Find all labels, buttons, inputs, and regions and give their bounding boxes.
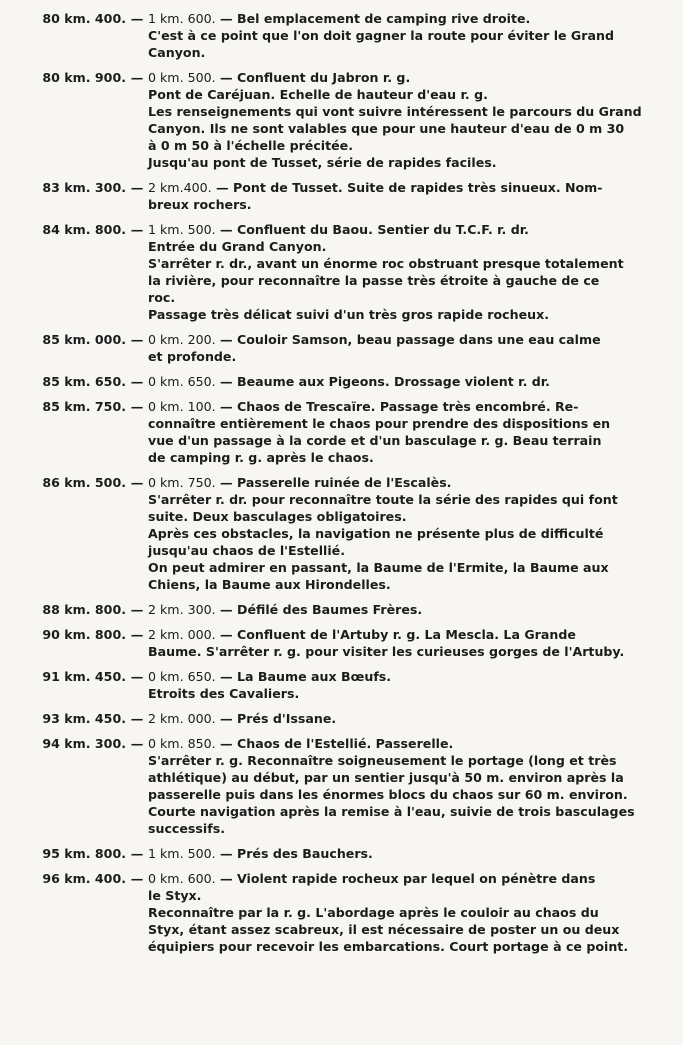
entry-text-line: suite. Deux basculages obligatoires. xyxy=(148,509,407,524)
entry-text-line: C'est à ce point que l'on doit gagner la route pour éviter le Grand xyxy=(148,28,614,43)
entry-heading-text: — Couloir Samson, beau passage dans une eau calme xyxy=(220,332,601,347)
entry-description xyxy=(148,601,653,618)
entry-text-line: Canyon. Ils ne sont valables que pour une hauteur d'eau de 0 m 30 xyxy=(148,121,625,136)
distance-value: 0 km. 650. xyxy=(148,374,216,389)
kilometer-marker: 96 km. 400. xyxy=(42,871,126,886)
distance-value: 1 km. 600. xyxy=(148,11,216,26)
kilometer-marker: 93 km. 450. xyxy=(42,711,126,726)
separator-dash: — xyxy=(130,180,144,195)
distance-value: 0 km. 850. xyxy=(148,736,216,751)
entry-text-line: Canyon. xyxy=(148,45,206,60)
entry-text-line: Entrée du Grand Canyon. xyxy=(148,239,327,254)
entry-heading-line xyxy=(148,10,653,27)
kilometer-marker: 84 km. 800. xyxy=(42,222,126,237)
entry-text-line: On peut admirer en passant, la Baume de l'Ermite, la Baume aux xyxy=(148,560,609,575)
entry-text-line: Reconnaître par la r. g. L'abordage après le couloir au chaos du xyxy=(148,905,599,920)
kilometer-marker: 95 km. 800. xyxy=(42,846,126,861)
separator-dash: — xyxy=(130,669,144,684)
entry-text-line: Courte navigation après la remise à l'eau, suivie de trois basculages xyxy=(148,804,635,819)
kilometer-marker: 91 km. 450. xyxy=(42,669,126,684)
entry-text-line: de camping r. g. après le chaos. xyxy=(148,450,374,465)
entry-heading-line xyxy=(148,870,653,887)
entry-text-line: jusqu'au chaos de l'Estellié. xyxy=(148,543,345,558)
entry-heading-text: — Chaos de Trescaïre. Passage très encombré. Re- xyxy=(220,399,579,414)
entry-text-line: Pont de Caréjuan. Echelle de hauteur d'eau r. g. xyxy=(148,87,488,102)
entry-description xyxy=(148,221,653,323)
kilometer-marker: 88 km. 800. xyxy=(42,602,126,617)
itinerary-entry xyxy=(18,10,653,61)
distance-value: 2 km. 000. xyxy=(148,627,216,642)
entry-heading-line xyxy=(148,601,653,618)
kilometer-marker: 85 km. 000. xyxy=(42,332,126,347)
entry-heading-text: — Défilé des Baumes Frères. xyxy=(220,602,423,617)
itinerary-entry xyxy=(18,710,653,727)
entry-heading-line xyxy=(148,398,653,415)
entry-heading-line xyxy=(148,69,653,86)
entry-text-line: passerelle puis dans les énormes blocs du chaos sur 60 m. environ. xyxy=(148,787,628,802)
entry-text-line: équipiers pour recevoir les embarcations. Court portage à ce point. xyxy=(148,939,629,954)
entry-heading-line xyxy=(148,474,653,491)
itinerary-entry xyxy=(18,373,653,390)
distance-value: 1 km. 500. xyxy=(148,846,216,861)
separator-dash: — xyxy=(130,399,144,414)
distance-value: 2 km. 300. xyxy=(148,602,216,617)
itinerary-entry xyxy=(18,474,653,593)
distance-value: 0 km. 200. xyxy=(148,332,216,347)
kilometer-marker: 85 km. 650. xyxy=(42,374,126,389)
entry-text-line: et profonde. xyxy=(148,349,237,364)
entry-heading-line xyxy=(148,373,653,390)
entry-text-line: à 0 m 50 à l'échelle précitée. xyxy=(148,138,354,153)
entry-text-line: Après ces obstacles, la navigation ne présente plus de difficulté xyxy=(148,526,604,541)
distance-value: 0 km. 650. xyxy=(148,669,216,684)
entry-description xyxy=(148,668,653,702)
entry-description xyxy=(148,69,653,171)
separator-dash: — xyxy=(130,846,144,861)
entry-heading-text: — Violent rapide rocheux par lequel on pénètre dans xyxy=(220,871,596,886)
entry-heading-line xyxy=(148,331,653,348)
entry-text-line: vue d'un passage à la corde et d'un basculage r. g. Beau terrain xyxy=(148,433,602,448)
itinerary-entry xyxy=(18,69,653,171)
itinerary-entry xyxy=(18,398,653,466)
entry-heading-text: — Prés des Bauchers. xyxy=(220,846,373,861)
entry-heading-line xyxy=(148,221,653,238)
itinerary-entry xyxy=(18,870,653,955)
entry-heading-text: — Beaume aux Pigeons. Drossage violent r. dr. xyxy=(220,374,550,389)
kilometer-marker: 86 km. 500. xyxy=(42,475,126,490)
entry-description xyxy=(148,870,653,955)
entry-text-line: Les renseignements qui vont suivre intéressent le parcours du Grand xyxy=(148,104,642,119)
entry-heading-line xyxy=(148,845,653,862)
entry-text-line: athlétique) au début, par un sentier jusqu'à 50 m. environ après la xyxy=(148,770,624,785)
entry-text-line: successifs. xyxy=(148,821,226,836)
itinerary-entry xyxy=(18,221,653,323)
entry-heading-text: — Confluent du Jabron r. g. xyxy=(220,70,411,85)
separator-dash: — xyxy=(130,11,144,26)
entry-text-line: Baume. S'arrêter r. g. pour visiter les curieuses gorges de l'Artuby. xyxy=(148,644,625,659)
itinerary-entry xyxy=(18,331,653,365)
distance-value: 0 km. 100. xyxy=(148,399,216,414)
entry-description xyxy=(148,179,653,213)
entry-text-line: S'arrêter r. dr. pour reconnaître toute la série des rapides qui font xyxy=(148,492,618,507)
entry-description xyxy=(148,626,653,660)
separator-dash: — xyxy=(130,374,144,389)
entry-description xyxy=(148,710,653,727)
entry-description xyxy=(148,735,653,837)
distance-value: 2 km.400. xyxy=(148,180,212,195)
entry-description xyxy=(148,474,653,593)
entry-text-line: la rivière, pour reconnaître la passe très étroite à gauche de ce xyxy=(148,273,600,288)
itinerary-entry xyxy=(18,845,653,862)
entry-heading-text: — La Baume aux Bœufs. xyxy=(220,669,392,684)
entry-description xyxy=(148,331,653,365)
entry-description xyxy=(148,373,653,390)
entry-heading-text: — Prés d'Issane. xyxy=(220,711,337,726)
entry-heading-text: — Bel emplacement de camping rive droite. xyxy=(220,11,531,26)
entry-heading-text: — Confluent de l'Artuby r. g. La Mescla. La Grande xyxy=(220,627,576,642)
entry-heading-text: — Passerelle ruinée de l'Escalès. xyxy=(220,475,452,490)
distance-value: 2 km. 000. xyxy=(148,711,216,726)
entry-description xyxy=(148,10,653,61)
separator-dash: — xyxy=(130,222,144,237)
entry-text-line: roc. xyxy=(148,290,176,305)
itinerary-entry xyxy=(18,179,653,213)
kilometer-marker: 83 km. 300. xyxy=(42,180,126,195)
distance-value: 1 km. 500. xyxy=(148,222,216,237)
kilometer-marker: 85 km. 750. xyxy=(42,399,126,414)
entry-heading-line xyxy=(148,735,653,752)
separator-dash: — xyxy=(130,602,144,617)
entry-text-line: Jusqu'au pont de Tusset, série de rapides faciles. xyxy=(148,155,497,170)
entry-text-line: Etroits des Cavaliers. xyxy=(148,686,300,701)
entry-heading-text: — Confluent du Baou. Sentier du T.C.F. r. dr. xyxy=(220,222,529,237)
kilometer-marker: 80 km. 900. xyxy=(42,70,126,85)
entry-text-line: Passage très délicat suivi d'un très gros rapide rocheux. xyxy=(148,307,550,322)
itinerary-entry xyxy=(18,626,653,660)
kilometer-marker: 90 km. 800. xyxy=(42,627,126,642)
entry-text-line: breux rochers. xyxy=(148,197,252,212)
entry-heading-line xyxy=(148,179,653,196)
kilometer-marker: 80 km. 400. xyxy=(42,11,126,26)
separator-dash: — xyxy=(130,70,144,85)
entry-text-line: S'arrêter r. dr., avant un énorme roc obstruant presque totalement xyxy=(148,256,624,271)
entry-heading-line xyxy=(148,710,653,727)
entry-heading-line xyxy=(148,626,653,643)
entry-heading-text: — Pont de Tusset. Suite de rapides très sinueux. Nom- xyxy=(216,180,603,195)
entry-description xyxy=(148,845,653,862)
separator-dash: — xyxy=(130,871,144,886)
itinerary-entry xyxy=(18,601,653,618)
entry-description xyxy=(148,398,653,466)
entry-text-line: Chiens, la Baume aux Hirondelles. xyxy=(148,577,391,592)
separator-dash: — xyxy=(130,475,144,490)
entry-heading-text: — Chaos de l'Estellié. Passerelle. xyxy=(220,736,454,751)
entry-text-line: le Styx. xyxy=(148,888,202,903)
entry-text-line: connaître entièrement le chaos pour prendre des dispositions en xyxy=(148,416,611,431)
entry-heading-line xyxy=(148,668,653,685)
separator-dash: — xyxy=(130,627,144,642)
separator-dash: — xyxy=(130,736,144,751)
itinerary-entry xyxy=(18,668,653,702)
itinerary-entry xyxy=(18,735,653,837)
kilometer-marker: 94 km. 300. xyxy=(42,736,126,751)
distance-value: 0 km. 500. xyxy=(148,70,216,85)
separator-dash: — xyxy=(130,332,144,347)
entry-text-line: S'arrêter r. g. Reconnaître soigneusement le portage (long et très xyxy=(148,753,617,768)
separator-dash: — xyxy=(130,711,144,726)
distance-value: 0 km. 750. xyxy=(148,475,216,490)
entry-text-line: Styx, étant assez scabreux, il est nécessaire de poster un ou deux xyxy=(148,922,620,937)
distance-value: 0 km. 600. xyxy=(148,871,216,886)
